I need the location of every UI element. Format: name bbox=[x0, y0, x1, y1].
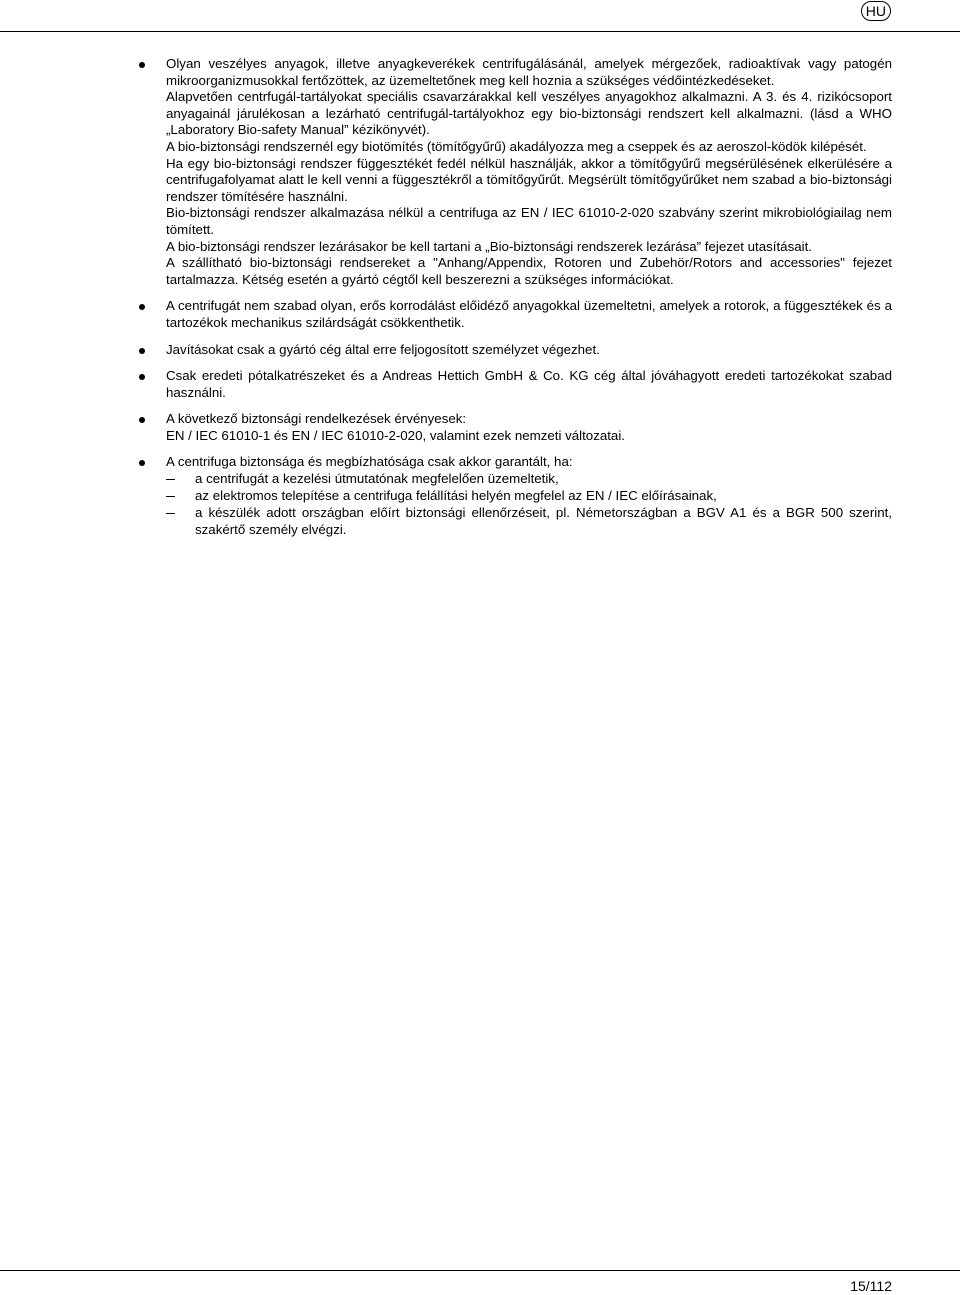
bullet-safety-guarantee bbox=[166, 454, 892, 538]
bullet-safety-regulations bbox=[166, 411, 892, 444]
paragraph: Alapvetően centrfugál-tartályokat speciális csavarzárakkal kell veszélyes anyagokhoz alkalmazni. A 3. és 4. rizikócsoport anyagainál járulékosan a lezárható centrifugál-tartályokhoz egy bio-biztonsági rendszert kell alkalmazni. (lásd a WHO „Laboratory Bio-safety Manual” kézikönyvét). bbox=[166, 89, 892, 138]
paragraph: A szállítható bio-biztonsági rendsereket a "Anhang/Appendix, Rotoren und Zubehör/Rotors and accessories" fejezet tartalmazza. Kétség esetén a gyártó cégtől kell beszerezni a szükséges információkat. bbox=[166, 255, 892, 287]
bullet-repairs bbox=[166, 342, 892, 359]
paragraph: A bio-biztonsági rendszer lezárásakor be kell tartani a „Bio-biztonsági rendszerek lezárása” fejezet utasításait. bbox=[166, 238, 812, 254]
paragraph: A következő biztonsági rendelkezések érvényesek: bbox=[166, 411, 467, 427]
paragraph: A bio-biztonsági rendszernél egy biotömítés (tömítőgyűrű) akadályozza meg a cseppek és az aeroszol-ködök kilépését. bbox=[166, 138, 867, 154]
paragraph: A centrifuga biztonsága és megbízhatósága csak akkor garantált, ha: bbox=[166, 454, 573, 470]
footer-rule bbox=[0, 1270, 960, 1271]
paragraph: Olyan veszélyes anyagok, illetve anyagkeverékek centrifugálásánál, amelyek mérgezőek, radioaktívak vagy patogén mikroorganizmusokkal fertőzöttek, az üzemeltetőnek meg kell hoznia a szükséges védőintézkedéseket. bbox=[166, 56, 892, 88]
paragraph: Bio-biztonsági rendszer alkalmazása nélkül a centrifuga az EN / IEC 61010-2-020 szabvány szerint mikrobiológiailag nem tömített. bbox=[166, 205, 892, 237]
bullet-spare-parts bbox=[166, 368, 892, 401]
bullet-hazardous-substances bbox=[166, 56, 892, 288]
paragraph: Csak eredeti pótalkatrészeket és a Andreas Hettich GmbH & Co. KG cég által jóváhagyott eredeti tartozékokat szabad használni. bbox=[166, 368, 892, 400]
header-rule bbox=[0, 31, 960, 32]
page-number: 15/112 bbox=[850, 1278, 892, 1294]
safety-bullet-list bbox=[0, 56, 960, 539]
condition-dash-list bbox=[166, 471, 892, 539]
dash-item: az elektromos telepítése a centrifuga felállítási helyén megfelel az EN / IEC előírásainak, bbox=[195, 488, 892, 505]
paragraph: EN / IEC 61010-1 és EN / IEC 61010-2-020, valamint ezek nemzeti változatai. bbox=[166, 427, 625, 443]
bullet-corrosive-substances bbox=[166, 298, 892, 331]
paragraph: Javításokat csak a gyártó cég által erre feljogosított személyzet végezhet. bbox=[166, 341, 600, 357]
document-body bbox=[0, 56, 960, 549]
paragraph: Ha egy bio-biztonsági rendszer függesztékét fedél nélkül használják, akkor a tömítőgyűrű megsérülésének elkerülésére a centrifugafolyamat alatt le kell venni a függesztékről a tömítőgyűrűt. Megsérült tömítőgyűrűket nem szabad a bio-biztonsági rendszer tömítésére használni. bbox=[166, 155, 892, 204]
language-badge: HU bbox=[861, 1, 891, 21]
dash-item: a készülék adott országban előírt biztonsági ellenőrzéseit, pl. Németországban a BGV A1 és a BGR 500 szerint, szakértő személy elvégzi. bbox=[195, 505, 892, 538]
dash-item: a centrifugát a kezelési útmutatónak megfelelően üzemeltetik, bbox=[195, 471, 892, 488]
paragraph: A centrifugát nem szabad olyan, erős korrodálást előidéző anyagokkal üzemeltetni, amelyek a rotorok, a függesztékek és a tartozékok mechanikus szilárdságát csökkenthetik. bbox=[166, 298, 892, 330]
